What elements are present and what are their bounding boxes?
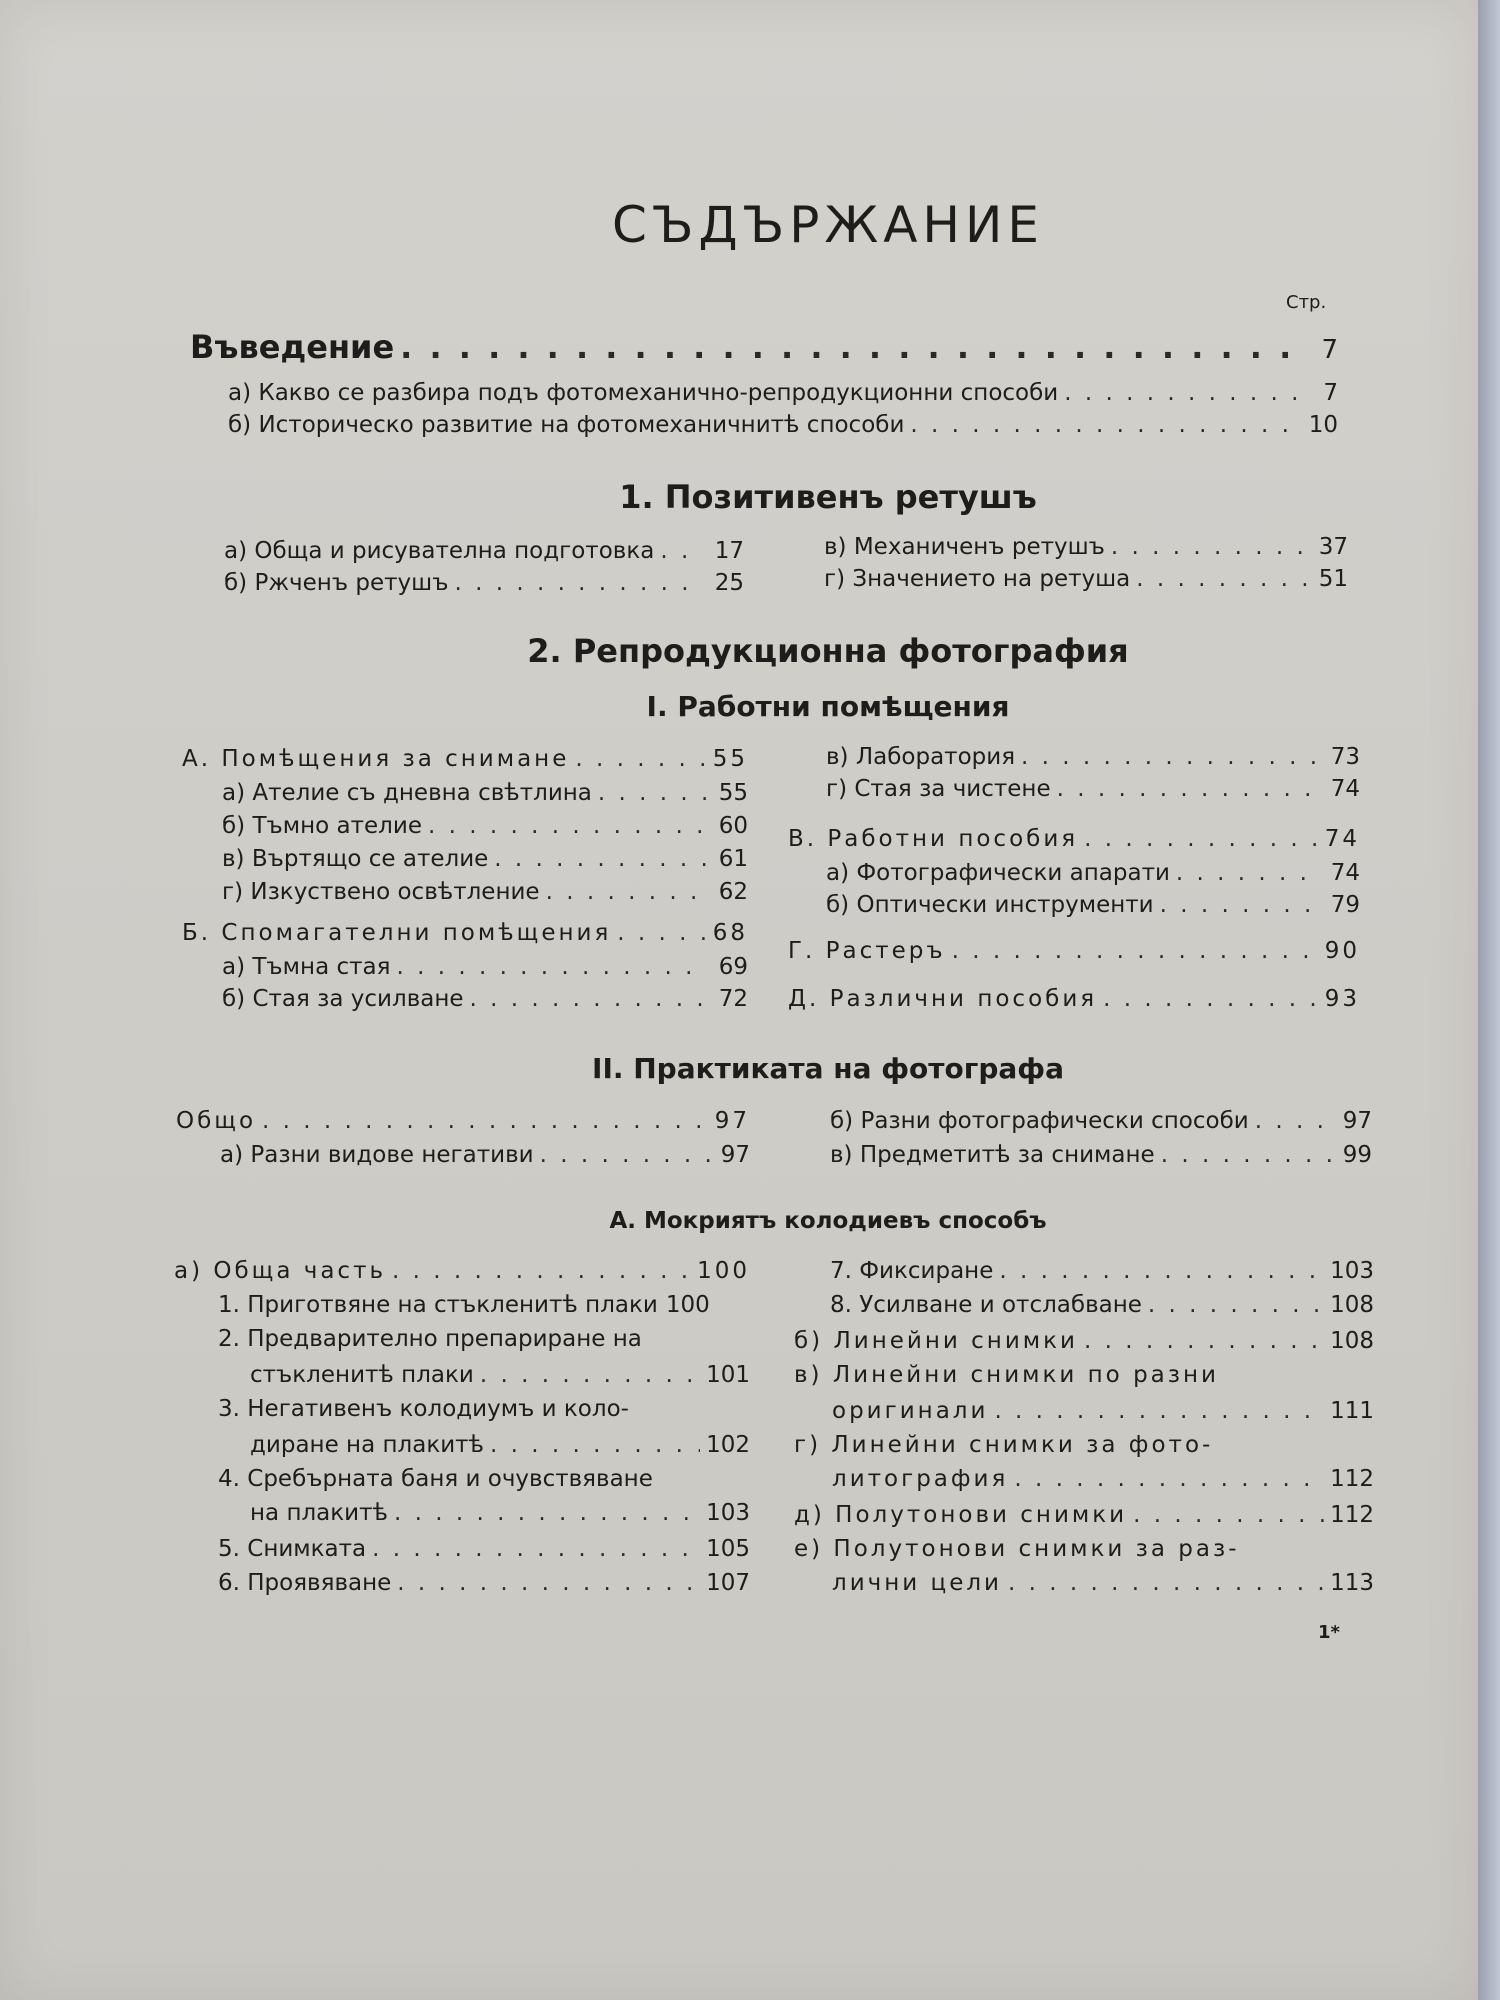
toc-label: г) Линейни снимки за фото- (794, 1432, 1214, 1458)
leader-dots (1255, 1108, 1332, 1134)
leader-dots (1133, 1502, 1324, 1528)
toc-page: 74 (1330, 860, 1360, 886)
leader-dots (1160, 892, 1320, 918)
toc-page: 37 (1318, 534, 1348, 560)
toc-page: 108 (1330, 1328, 1374, 1354)
leader-dots (952, 938, 1319, 964)
toc-label: 1. Приготвяне на стъкленитѣ плаки (218, 1292, 658, 1318)
leader-dots (494, 846, 708, 872)
leader-dots (262, 1108, 709, 1134)
toc-label: а) Обща часть (174, 1258, 387, 1284)
toc-label: б) Стая за усилване (222, 986, 464, 1012)
toc-entry (218, 1466, 750, 1492)
leader-dots (910, 412, 1298, 438)
toc-page: 103 (706, 1500, 750, 1526)
toc-label: лични цели (832, 1570, 1002, 1596)
toc-label: а) Тъмна стая (222, 954, 391, 980)
toc-page: 103 (1330, 1258, 1374, 1284)
leader-dots (1161, 1142, 1332, 1168)
toc-page: 101 (706, 1362, 750, 1388)
toc-entry (218, 1396, 750, 1422)
toc-label: б) Оптически инструменти (826, 892, 1154, 918)
toc-label: Г. Растеръ (788, 938, 946, 964)
toc-page: 112 (1330, 1502, 1374, 1528)
chapter-heading: II. Практиката на фотографа (592, 1052, 1064, 1085)
toc-label: 8. Усилване и отслабване (830, 1292, 1142, 1318)
toc-page: 97 (720, 1142, 750, 1168)
toc-entry (222, 879, 748, 905)
toc-entry (830, 1292, 1374, 1318)
toc-entry (228, 412, 1338, 438)
toc-label: Въведение (190, 328, 395, 366)
toc-entry (222, 954, 748, 980)
leader-dots (1176, 860, 1320, 886)
toc-page: 97 (1342, 1108, 1372, 1134)
toc-page: 102 (706, 1432, 750, 1458)
toc-entry (794, 1502, 1374, 1528)
toc-label: а) Обща и рисувателна подготовка (224, 538, 655, 564)
leader-dots (392, 1258, 691, 1284)
page-title: СЪДЪРЖАНИЕ (611, 196, 1045, 254)
toc-label: б) Историческо развитие на фотомеханичнитѣ способи (228, 412, 905, 438)
toc-entry (794, 1328, 1374, 1354)
toc-label: а) Какво се разбира подъ фотомеханично-репродукционни способи (228, 380, 1059, 406)
toc-entry (826, 892, 1360, 918)
toc-label: г) Стая за чистене (826, 776, 1051, 802)
leader-dots (1103, 986, 1319, 1012)
toc-label: стъкленитѣ плаки (250, 1362, 474, 1388)
toc-label: В. Работни пособия (788, 826, 1079, 852)
leader-dots (999, 1258, 1324, 1284)
toc-label: в) Лаборатория (826, 744, 1016, 770)
leader-dots (1064, 380, 1298, 406)
toc-page: 62 (718, 879, 748, 905)
leader-dots (1084, 1328, 1324, 1354)
leader-dots (470, 986, 708, 1012)
toc-entry (250, 1500, 750, 1526)
leader-dots (1136, 566, 1308, 592)
toc-label: литография (832, 1466, 1009, 1492)
toc-entry (250, 1432, 750, 1458)
toc-label: в) Предметитѣ за снимане (830, 1142, 1155, 1168)
toc-label: д) Полутонови снимки (794, 1502, 1128, 1528)
leader-dots (1014, 1466, 1324, 1492)
toc-entry (218, 1292, 750, 1318)
toc-page: 105 (706, 1536, 750, 1562)
toc-page: 107 (706, 1570, 750, 1596)
leader-dots (394, 1500, 700, 1526)
toc-label: Б. Спомагателни помѣщения (182, 920, 612, 946)
toc-page: 17 (714, 538, 744, 564)
toc-entry (176, 1108, 750, 1134)
toc-label: 2. Предварително препариране на (218, 1326, 642, 1352)
toc-entry-intro (190, 328, 1338, 366)
toc-page: 51 (1318, 566, 1348, 592)
leader-dots (372, 1536, 700, 1562)
toc-page: 97 (714, 1108, 750, 1134)
leader-dots (1057, 776, 1320, 802)
toc-label: е) Полутонови снимки за раз- (794, 1536, 1240, 1562)
toc-entry (220, 1142, 750, 1168)
background-surface (1478, 0, 1500, 2000)
toc-label: 5. Снимката (218, 1536, 367, 1562)
toc-entry (794, 1432, 1374, 1458)
toc-page: 55 (718, 780, 748, 806)
leader-dots (617, 920, 706, 946)
toc-entry (222, 780, 748, 806)
leader-dots (428, 813, 708, 839)
toc-page: 74 (1324, 826, 1360, 852)
toc-entry (830, 1258, 1374, 1284)
page-number: 1* (1318, 1622, 1340, 1643)
toc-entry (218, 1536, 750, 1562)
leader-dots (660, 538, 704, 564)
leader-dots (454, 570, 704, 596)
toc-entry (794, 1362, 1374, 1388)
toc-entry (218, 1570, 750, 1596)
chapter-heading: I. Работни помѣщения (646, 690, 1010, 723)
toc-entry (832, 1398, 1374, 1424)
toc-label: г) Изкуствено освѣтление (222, 879, 540, 905)
toc-label: б) Тъмно ателие (222, 813, 422, 839)
toc-entry (788, 826, 1360, 852)
toc-page: 100 (697, 1258, 750, 1284)
toc-entry (222, 813, 748, 839)
leader-dots (396, 954, 708, 980)
toc-entry (222, 986, 748, 1012)
toc-page: 113 (1330, 1570, 1374, 1596)
toc-entry (824, 534, 1348, 560)
leader-dots (397, 1570, 700, 1596)
toc-entry (224, 538, 744, 564)
toc-entry (826, 776, 1360, 802)
toc-page: 99 (1342, 1142, 1372, 1168)
toc-label: в) Въртящо се ателие (222, 846, 489, 872)
toc-page: 100 (665, 1292, 710, 1318)
leader-dots (1084, 826, 1319, 852)
leader-dots (540, 1142, 710, 1168)
toc-page: 90 (1324, 938, 1360, 964)
toc-label: оригинали (832, 1398, 989, 1424)
toc-label: в) Механиченъ ретушъ (824, 534, 1105, 560)
toc-page: 7 (1321, 335, 1338, 365)
toc-page: 10 (1308, 412, 1338, 438)
leader-dots (598, 780, 708, 806)
leader-dots (1148, 1292, 1324, 1318)
leader-dots (1111, 534, 1308, 560)
toc-entry (228, 380, 1338, 406)
toc-label: Д. Различни пособия (788, 986, 1098, 1012)
toc-page: 74 (1330, 776, 1360, 802)
toc-entry (832, 1570, 1374, 1596)
toc-entry (224, 570, 744, 596)
toc-entry (794, 1536, 1374, 1562)
leader-dots (490, 1432, 700, 1458)
toc-label: 6. Проявяване (218, 1570, 392, 1596)
toc-page: 72 (718, 986, 748, 1012)
leader-dots (1008, 1570, 1324, 1596)
toc-page: 79 (1330, 892, 1360, 918)
toc-page: 73 (1330, 744, 1360, 770)
toc-entry (830, 1142, 1372, 1168)
toc-page: 69 (718, 954, 748, 980)
toc-page: 25 (714, 570, 744, 596)
toc-page: 112 (1330, 1466, 1374, 1492)
toc-entry (824, 566, 1348, 592)
toc-page: 55 (712, 746, 748, 772)
toc-label: А. Помѣщения за снимане (182, 746, 570, 772)
toc-label: диране на плакитѣ (250, 1432, 485, 1458)
toc-page: 93 (1324, 986, 1360, 1012)
toc-label: б) Линейни снимки (794, 1328, 1078, 1354)
toc-entry (788, 938, 1360, 964)
leader-dots (994, 1398, 1324, 1424)
toc-page: 111 (1330, 1398, 1374, 1424)
toc-entry (826, 744, 1360, 770)
toc-entry (218, 1326, 750, 1352)
leader-dots (546, 879, 708, 905)
toc-label: на плакитѣ (250, 1500, 388, 1526)
toc-entry (250, 1362, 750, 1388)
page-column-label: Стр. (1286, 292, 1327, 313)
toc-label: а) Ателие съ дневна свѣтлина (222, 780, 592, 806)
toc-label: 3. Негативенъ колодиумъ и коло- (218, 1396, 629, 1422)
toc-entry (182, 920, 748, 946)
section-heading: 2. Репродукционна фотография (527, 632, 1129, 670)
leader-dots (400, 328, 1298, 366)
toc-page: 7 (1323, 380, 1338, 406)
toc-entry (222, 846, 748, 872)
toc-label: а) Фотографически апарати (826, 860, 1170, 886)
toc-label: б) Ржченъ ретушъ (224, 570, 449, 596)
toc-label: 7. Фиксиране (830, 1258, 994, 1284)
toc-entry (826, 860, 1360, 886)
toc-label: б) Разни фотографически способи (830, 1108, 1249, 1134)
toc-entry (832, 1466, 1374, 1492)
leader-dots (1021, 744, 1320, 770)
section-heading: 1. Позитивенъ ретушъ (619, 478, 1037, 516)
toc-label: в) Линейни снимки по разни (794, 1362, 1219, 1388)
toc-label: 4. Сребърната баня и очувствяване (218, 1466, 653, 1492)
leader-dots (480, 1362, 700, 1388)
toc-page: 60 (718, 813, 748, 839)
subsection-heading: А. Мокриятъ колодиевъ способъ (609, 1208, 1047, 1234)
toc-page: 108 (1330, 1292, 1374, 1318)
toc-label: Общо (176, 1108, 257, 1134)
toc-entry (182, 746, 748, 772)
toc-label: а) Разни видове негативи (220, 1142, 534, 1168)
toc-entry (788, 986, 1360, 1012)
toc-page: 68 (712, 920, 748, 946)
toc-entry (174, 1258, 750, 1284)
toc-page: 61 (718, 846, 748, 872)
toc-entry (830, 1108, 1372, 1134)
toc-label: г) Значението на ретуша (824, 566, 1131, 592)
leader-dots (575, 746, 706, 772)
